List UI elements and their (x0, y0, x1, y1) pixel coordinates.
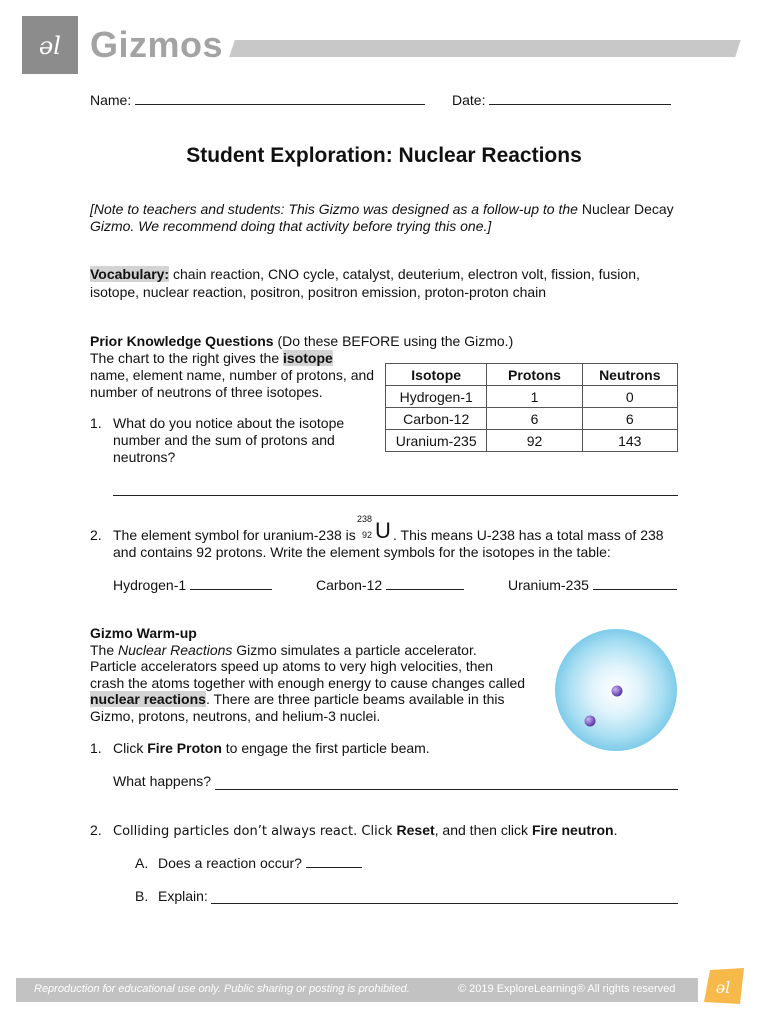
note-text-3: Gizmo. We recommend doing that activity before trying this one.] (90, 218, 492, 234)
warmup-q2-text: . (613, 822, 618, 838)
fire-proton-label: Fire Proton (147, 740, 222, 756)
carbon-blank (316, 577, 464, 593)
warmup-q2-text: , and then click (434, 822, 532, 838)
explorelearning-logo-icon (700, 966, 746, 1006)
isotope-table (385, 363, 678, 452)
reaction-occur-field[interactable] (306, 855, 362, 868)
warmup-q1-number: 1. (90, 740, 102, 756)
prior-q1-line-1: What do you notice about the isotope (113, 415, 345, 431)
question-b-label: B. (135, 888, 149, 904)
warmup-text: The (90, 641, 119, 658)
u238-mass-number: 238 (357, 514, 373, 524)
u238-atomic-number: 92 (362, 530, 373, 540)
table-cell: 6 (582, 408, 677, 430)
name-field-row (90, 92, 425, 108)
el-logo-icon (22, 16, 78, 74)
vocabulary (90, 265, 690, 301)
date-field-row (452, 92, 671, 108)
table-cell: 6 (487, 408, 582, 430)
table-cell: 0 (582, 386, 677, 408)
prior-q1-number: 1. (90, 415, 102, 431)
warmup-q2-text: Colliding particles don’t always react. Click (113, 824, 397, 839)
prior-q1 (113, 415, 383, 466)
warmup-line-2: Particle accelerators speed up atoms to very high velocities, then (90, 658, 494, 674)
svg-text:əl: əl (39, 32, 61, 60)
hydrogen-blank (113, 577, 272, 593)
what-happens-field[interactable] (215, 788, 678, 790)
reset-label: Reset (396, 822, 435, 838)
gizmo-sphere-illustration (554, 628, 678, 752)
date-field[interactable] (489, 92, 671, 105)
footer-logo-text: əl (715, 978, 731, 997)
table-cell: Uranium-235 (386, 430, 487, 452)
vocabulary-line-2: isotope, nuclear reaction, positron, positron emission, proton-proton chain (90, 284, 547, 300)
name-field[interactable] (135, 92, 425, 105)
particle-dot (612, 686, 623, 697)
uranium-symbol-field[interactable] (593, 577, 677, 590)
table-header-isotope: Isotope (386, 364, 487, 386)
warmup-text: Gizmo simulates a particle accelerator. (232, 641, 477, 658)
note-text-2: Nuclear Decay (581, 201, 674, 217)
prior-intro-line-2: name, element name, number of protons, and (90, 367, 375, 383)
particle-dot (585, 716, 596, 727)
nuclear-reactions-term: nuclear reactions (90, 691, 206, 707)
carbon-blank-label: Carbon-12 (316, 577, 383, 593)
prior-heading: Prior Knowledge Questions (90, 333, 274, 349)
carbon-symbol-field[interactable] (386, 577, 464, 590)
uranium-blank (508, 577, 677, 593)
explain-field[interactable] (211, 902, 678, 904)
table-cell: 143 (582, 430, 677, 452)
prior-q2-number: 2. (90, 527, 102, 543)
warmup-q1-text: Click (113, 740, 148, 756)
isotope-term: isotope (283, 350, 333, 366)
vocabulary-line-1: chain reaction, CNO cycle, catalyst, deuterium, electron volt, fission, fusion, (169, 266, 640, 282)
hydrogen-blank-label: Hydrogen-1 (113, 577, 187, 593)
warmup-intro (90, 625, 530, 724)
uranium-blank-label: Uranium-235 (508, 577, 589, 593)
warmup-line-3: crash the atoms together with enough energy to cause changes called (90, 674, 526, 691)
gizmos-logo (22, 16, 78, 74)
name-label: Name: (90, 92, 132, 108)
hydrogen-symbol-field[interactable] (190, 577, 272, 590)
prior-intro-line-3: number of neutrons of three isotopes. (90, 384, 323, 400)
what-happens-label: What happens? (113, 773, 212, 789)
vocabulary-label: Vocabulary: (90, 266, 170, 282)
prior-q2-text-b: . This means U-238 has a total mass of 238 (393, 527, 664, 543)
fire-neutron-label: Fire neutron (531, 822, 614, 838)
q1-answer-line[interactable] (113, 494, 678, 496)
brand-title: Gizmos (90, 24, 224, 65)
teacher-note (90, 201, 690, 235)
table-row (386, 408, 678, 430)
question-a-text: Does a reaction occur? (158, 855, 302, 871)
question-a-label: A. (135, 855, 149, 871)
warmup-q1 (113, 740, 430, 756)
footer-notice: Reproduction for educational use only. Public sharing or posting is prohibited. (34, 983, 410, 995)
table-cell: 92 (487, 430, 582, 452)
prior-heading-note: (Do these BEFORE using the Gizmo.) (273, 333, 514, 349)
warmup-heading: Gizmo Warm-up (90, 625, 197, 641)
warmup-q1-text: to engage the first particle beam. (221, 740, 430, 756)
prior-q2-line-2: and contains 92 protons. Write the element symbols for the isotopes in the table: (113, 544, 611, 560)
table-header-neutrons: Neutrons (582, 364, 677, 386)
uranium-symbol: U (375, 518, 391, 543)
warmup-q2-number: 2. (90, 822, 102, 838)
question-a (158, 855, 362, 871)
warmup-gizmo-name: Nuclear Reactions (118, 641, 233, 658)
prior-q1-line-2: number and the sum of protons and (113, 432, 335, 448)
warmup-text: . There are three particle beams available in this (205, 691, 505, 707)
footer-copyright: © 2019 ExploreLearning® All rights reserved (458, 983, 676, 995)
page-title: Student Exploration: Nuclear Reactions (186, 144, 582, 167)
table-cell: Hydrogen-1 (386, 386, 487, 408)
header-bar (229, 40, 741, 57)
table-header-protons: Protons (487, 364, 582, 386)
prior-q2-text-a: The element symbol for uranium-238 is (113, 527, 356, 543)
prior-intro-text: The chart to the right gives the (90, 350, 283, 366)
question-b-text: Explain: (158, 888, 208, 904)
warmup-line-5: Gizmo, protons, neutrons, and helium-3 nuclei. (90, 707, 381, 724)
table-row (386, 430, 678, 452)
table-row (386, 386, 678, 408)
prior-q1-line-3: neutrons? (113, 449, 176, 465)
note-text-1: [Note to teachers and students: This Gizmo was designed as a follow-up to the (90, 201, 582, 217)
table-cell: 1 (487, 386, 582, 408)
date-label: Date: (452, 92, 486, 108)
warmup-q2 (113, 822, 618, 839)
table-cell: Carbon-12 (386, 408, 487, 430)
